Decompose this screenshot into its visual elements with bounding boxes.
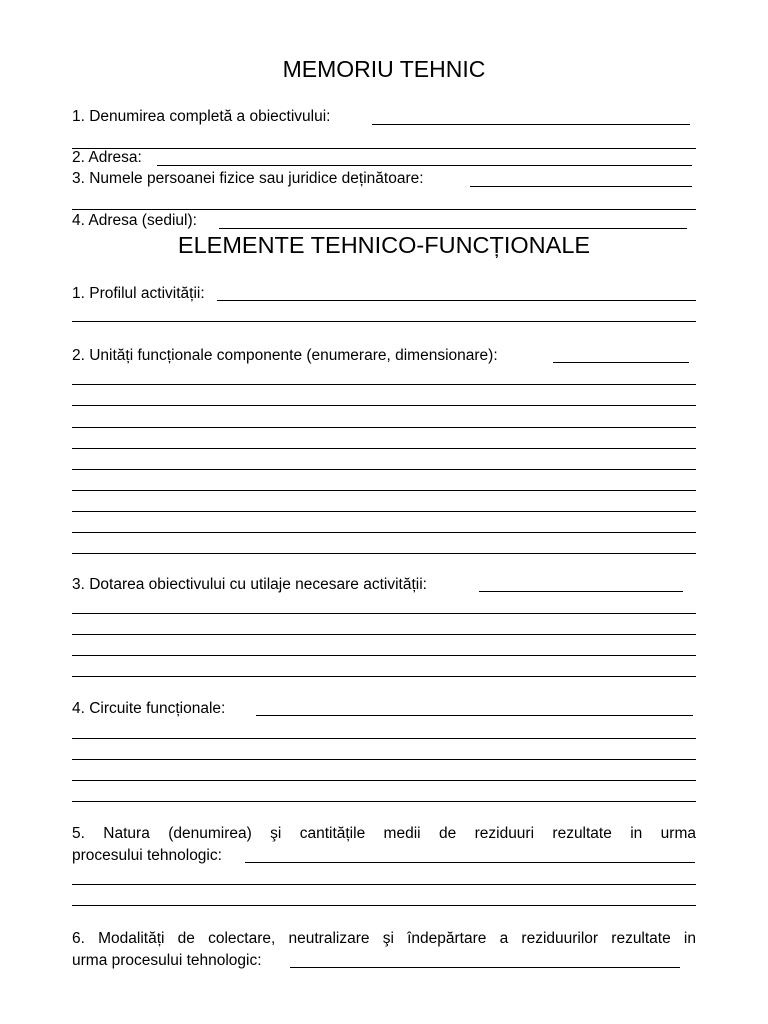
element-4-line[interactable] bbox=[72, 801, 696, 802]
field-3-label: 3. Numele persoanei fizice sau juridice deținătoare: bbox=[72, 170, 424, 187]
element-3-line[interactable] bbox=[72, 634, 696, 635]
element-2-line[interactable] bbox=[72, 469, 696, 470]
field-2-blank[interactable] bbox=[157, 165, 692, 166]
element-3-line[interactable] bbox=[72, 613, 696, 614]
field-4-label: 4. Adresa (sediul): bbox=[72, 212, 197, 229]
document-title: MEMORIU TEHNIC bbox=[282, 56, 486, 82]
element-4-line[interactable] bbox=[72, 759, 696, 760]
field-1-blank[interactable] bbox=[372, 124, 690, 125]
element-3-label: 3. Dotarea obiectivului cu utilaje necesare activității: bbox=[72, 576, 427, 593]
element-2-line[interactable] bbox=[72, 511, 696, 512]
element-4-line[interactable] bbox=[72, 738, 696, 739]
element-5-label: 5. Natura (denumirea) şi cantitățile medii de reziduuri rezultate in urma bbox=[72, 825, 696, 842]
element-5-blank[interactable] bbox=[245, 862, 695, 863]
element-2-line[interactable] bbox=[72, 553, 696, 554]
element-1-blank[interactable] bbox=[217, 300, 696, 301]
field-1-blank-line[interactable] bbox=[72, 148, 696, 149]
element-3-line[interactable] bbox=[72, 676, 696, 677]
field-2-label: 2. Adresa: bbox=[72, 149, 142, 166]
element-2-blank[interactable] bbox=[553, 362, 689, 363]
element-2-line[interactable] bbox=[72, 448, 696, 449]
element-2-line[interactable] bbox=[72, 427, 696, 428]
element-6-label: 6. Modalități de colectare, neutralizare şi îndepărtare a reziduurilor rezultate in bbox=[72, 930, 696, 947]
element-2-line[interactable] bbox=[72, 405, 696, 406]
field-3-blank-line[interactable] bbox=[72, 209, 696, 210]
element-5-label-cont: procesului tehnologic: bbox=[72, 847, 222, 864]
element-5-line[interactable] bbox=[72, 905, 696, 906]
element-4-line[interactable] bbox=[72, 780, 696, 781]
element-4-blank[interactable] bbox=[256, 715, 693, 716]
field-4-blank[interactable] bbox=[219, 228, 687, 229]
element-6-blank[interactable] bbox=[290, 967, 680, 968]
field-1-label: 1. Denumirea completă a obiectivului: bbox=[72, 108, 331, 125]
section-title: ELEMENTE TEHNICO-FUNCȚIONALE bbox=[177, 232, 591, 258]
element-6-label-cont: urma procesului tehnologic: bbox=[72, 952, 262, 969]
element-2-line[interactable] bbox=[72, 384, 696, 385]
element-1-blank-line[interactable] bbox=[72, 321, 696, 322]
field-3-blank[interactable] bbox=[470, 186, 692, 187]
element-2-line[interactable] bbox=[72, 532, 696, 533]
element-3-line[interactable] bbox=[72, 655, 696, 656]
element-2-label: 2. Unități funcționale componente (enumerare, dimensionare): bbox=[72, 347, 498, 364]
element-3-blank[interactable] bbox=[479, 591, 683, 592]
element-5-line[interactable] bbox=[72, 884, 696, 885]
element-1-label: 1. Profilul activității: bbox=[72, 285, 205, 302]
element-2-line[interactable] bbox=[72, 490, 696, 491]
element-4-label: 4. Circuite funcționale: bbox=[72, 700, 226, 717]
